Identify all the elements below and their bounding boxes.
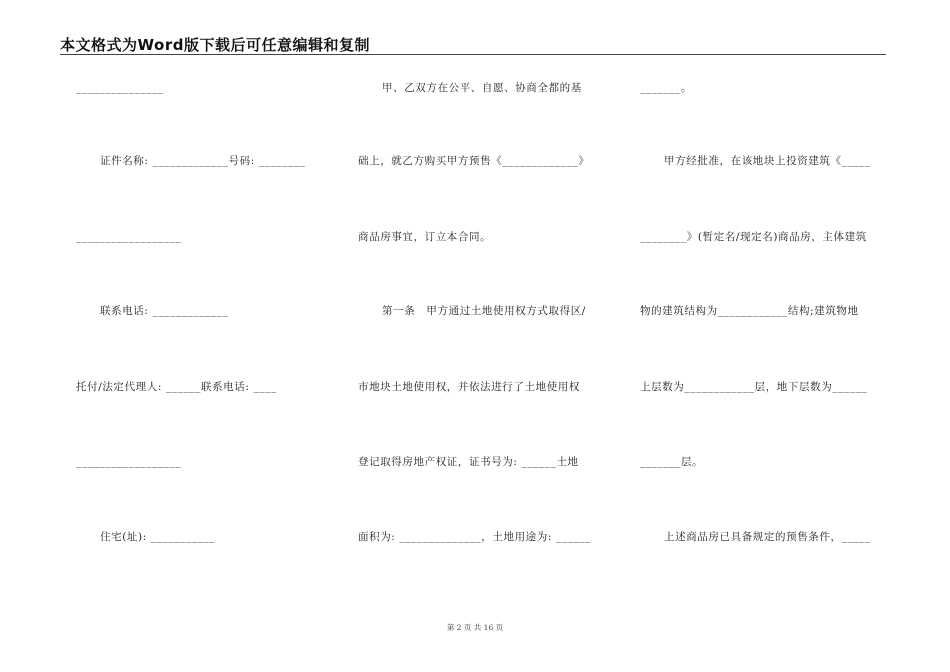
text-line: 甲方经批准，在该地块上投资建筑《_____: [664, 155, 871, 167]
column-left: [76, 0, 336, 620]
text-line: _______层。: [640, 456, 704, 468]
text-line: _______________: [76, 82, 164, 94]
text-line: 托付/法定代理人: ______联系电话: ____: [76, 381, 277, 393]
text-line: 证件名称: _____________号码: ________: [100, 155, 306, 167]
header-title: 本文格式为Word版下载后可任意编辑和复制: [60, 36, 370, 54]
text-line: __________________: [76, 231, 182, 243]
text-line: 物的建筑结构为____________结构;建筑物地: [640, 305, 859, 317]
column-middle: [358, 0, 608, 620]
text-line: 上层数为____________层，地下层数为______: [640, 381, 868, 393]
text-line: 面积为: ______________，土地用途为: ______: [358, 531, 592, 543]
page-number-footer: 第 2 页 共 16 页: [446, 623, 504, 632]
column-right: [640, 0, 890, 620]
text-line: 联系电话: _____________: [100, 305, 229, 317]
text-line: 础上，就乙方购买甲方预售《_____________》: [358, 155, 590, 167]
text-line: 第一条 甲方通过土地使用权方式取得区/: [382, 305, 586, 317]
text-line: 住宅(址): ___________: [100, 531, 216, 543]
text-line: _______。: [640, 82, 693, 94]
text-line: 甲、乙双方在公平、自愿、协商全都的基: [382, 82, 582, 94]
text-line: 商品房事宜，订立本合同。: [358, 231, 492, 243]
text-line: 登记取得房地产权证，证书号为: ______土地: [358, 456, 579, 468]
text-line: 市地块土地使用权，并依法进行了土地使用权: [358, 381, 580, 393]
text-line: ________》(暂定名/现定名)商品房，主体建筑: [640, 231, 867, 243]
text-line: 上述商品房已具备规定的预售条件，_____: [664, 531, 871, 543]
text-line: __________________: [76, 456, 182, 468]
